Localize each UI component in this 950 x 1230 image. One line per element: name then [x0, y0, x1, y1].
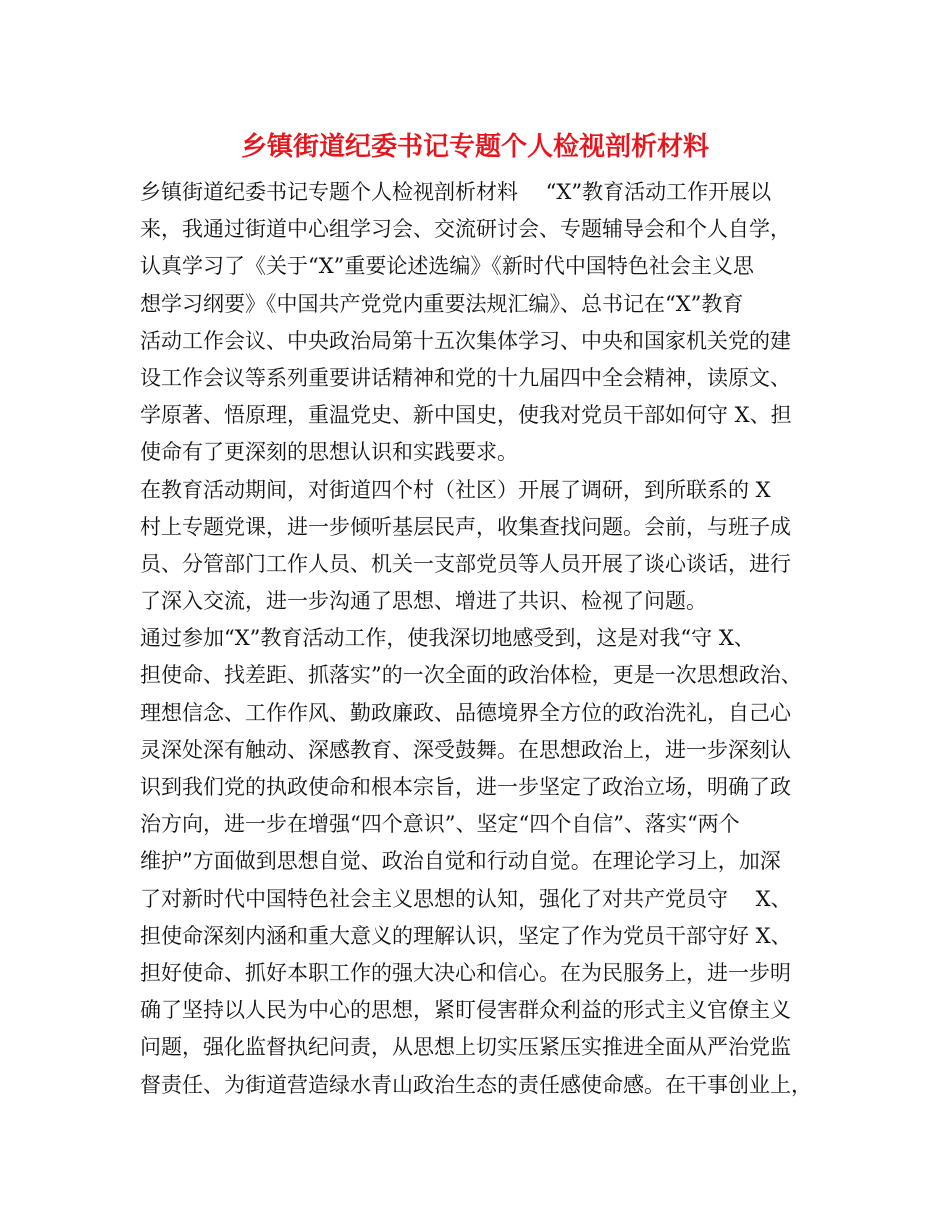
body-line: 担使命深刻内涵和重大意义的理解认识，坚定了作为党员干部守好 X、: [140, 923, 792, 948]
body-line: 通过参加“X”教育活动工作，使我深切地感受到，这是对我“守 X、: [140, 626, 755, 651]
body-line: 学原著、悟原理，重温党史、新中国史，使我对党员干部如何守 X、担: [140, 403, 792, 428]
body-line: 来，我通过街道中心组学习会、交流研讨会、专题辅导会和个人自学，: [140, 217, 791, 242]
document-title: 乡镇街道纪委书记专题个人检视剖析材料: [240, 132, 709, 162]
body-line: 灵深处深有触动、深感教育、深受鼓舞。在思想政治上，进一步深刻认: [140, 737, 791, 762]
body-line: 担好使命、抓好本职工作的强大决心和信心。在为民服务上，进一步明: [140, 960, 791, 985]
body-line: 问题，强化监督执纪问责，从思想上切实压紧压实推进全面从严治党监: [140, 1035, 791, 1060]
body-line: 识到我们党的执政使命和根本宗旨，进一步坚定了政治立场，明确了政: [140, 775, 791, 799]
body-line: 员、分管部门工作人员、机关一支部党员等人员开展了谈心谈话，进行: [140, 551, 791, 576]
document-body: [140, 174, 830, 1104]
body-line: 维护”方面做到思想自觉、政治自觉和行动自觉。在理论学习上，加深: [140, 849, 781, 874]
body-line: 确了坚持以人民为中心的思想，紧盯侵害群众利益的形式主义官僚主义: [140, 998, 791, 1023]
body-line: 理想信念、工作作风、勤政廉政、品德境界全方位的政治洗礼，自己心: [140, 700, 791, 725]
body-line: 担使命、找差距、抓落实”的一次全面的政治体检，更是一次思想政治、: [140, 663, 802, 688]
body-line: 治方向，进一步在增强“四个意识”、坚定“四个自信”、落实“两个: [140, 812, 740, 837]
body-line: 设工作会议等系列重要讲话精神和党的十九届四中全会精神，读原文、: [140, 365, 791, 390]
body-line: 使命有了更深刻的思想认识和实践要求。: [140, 440, 518, 465]
body-line: 认真学习了《关于“X”重要论述选编》《新时代中国特色社会主义思: [140, 254, 754, 279]
body-line: 活动工作会议、中央政治局第十五次集体学习、中央和国家机关党的建: [140, 328, 791, 353]
body-line: 乡镇街道纪委书记专题个人检视剖析材料 “X”教育活动工作开展以: [140, 180, 772, 204]
body-line: 想学习纲要》《中国共产党党内重要法规汇编》、总书记在“X”教育: [140, 291, 744, 316]
body-line: 村上专题党课，进一步倾听基层民声，收集查找问题。会前，与班子成: [140, 514, 791, 539]
body-line: 了对新时代中国特色社会主义思想的认知，强化了对共产党员守 X、: [140, 886, 792, 911]
body-line: 在教育活动期间，对街道四个村（社区）开展了调研，到所联系的 X: [140, 477, 771, 502]
body-line: 了深入交流，进一步沟通了思想、增进了共识、检视了问题。: [140, 589, 707, 614]
body-line: 督责任、为街道营造绿水青山政治生态的责任感使命感。在干事创业上，: [140, 1072, 812, 1097]
